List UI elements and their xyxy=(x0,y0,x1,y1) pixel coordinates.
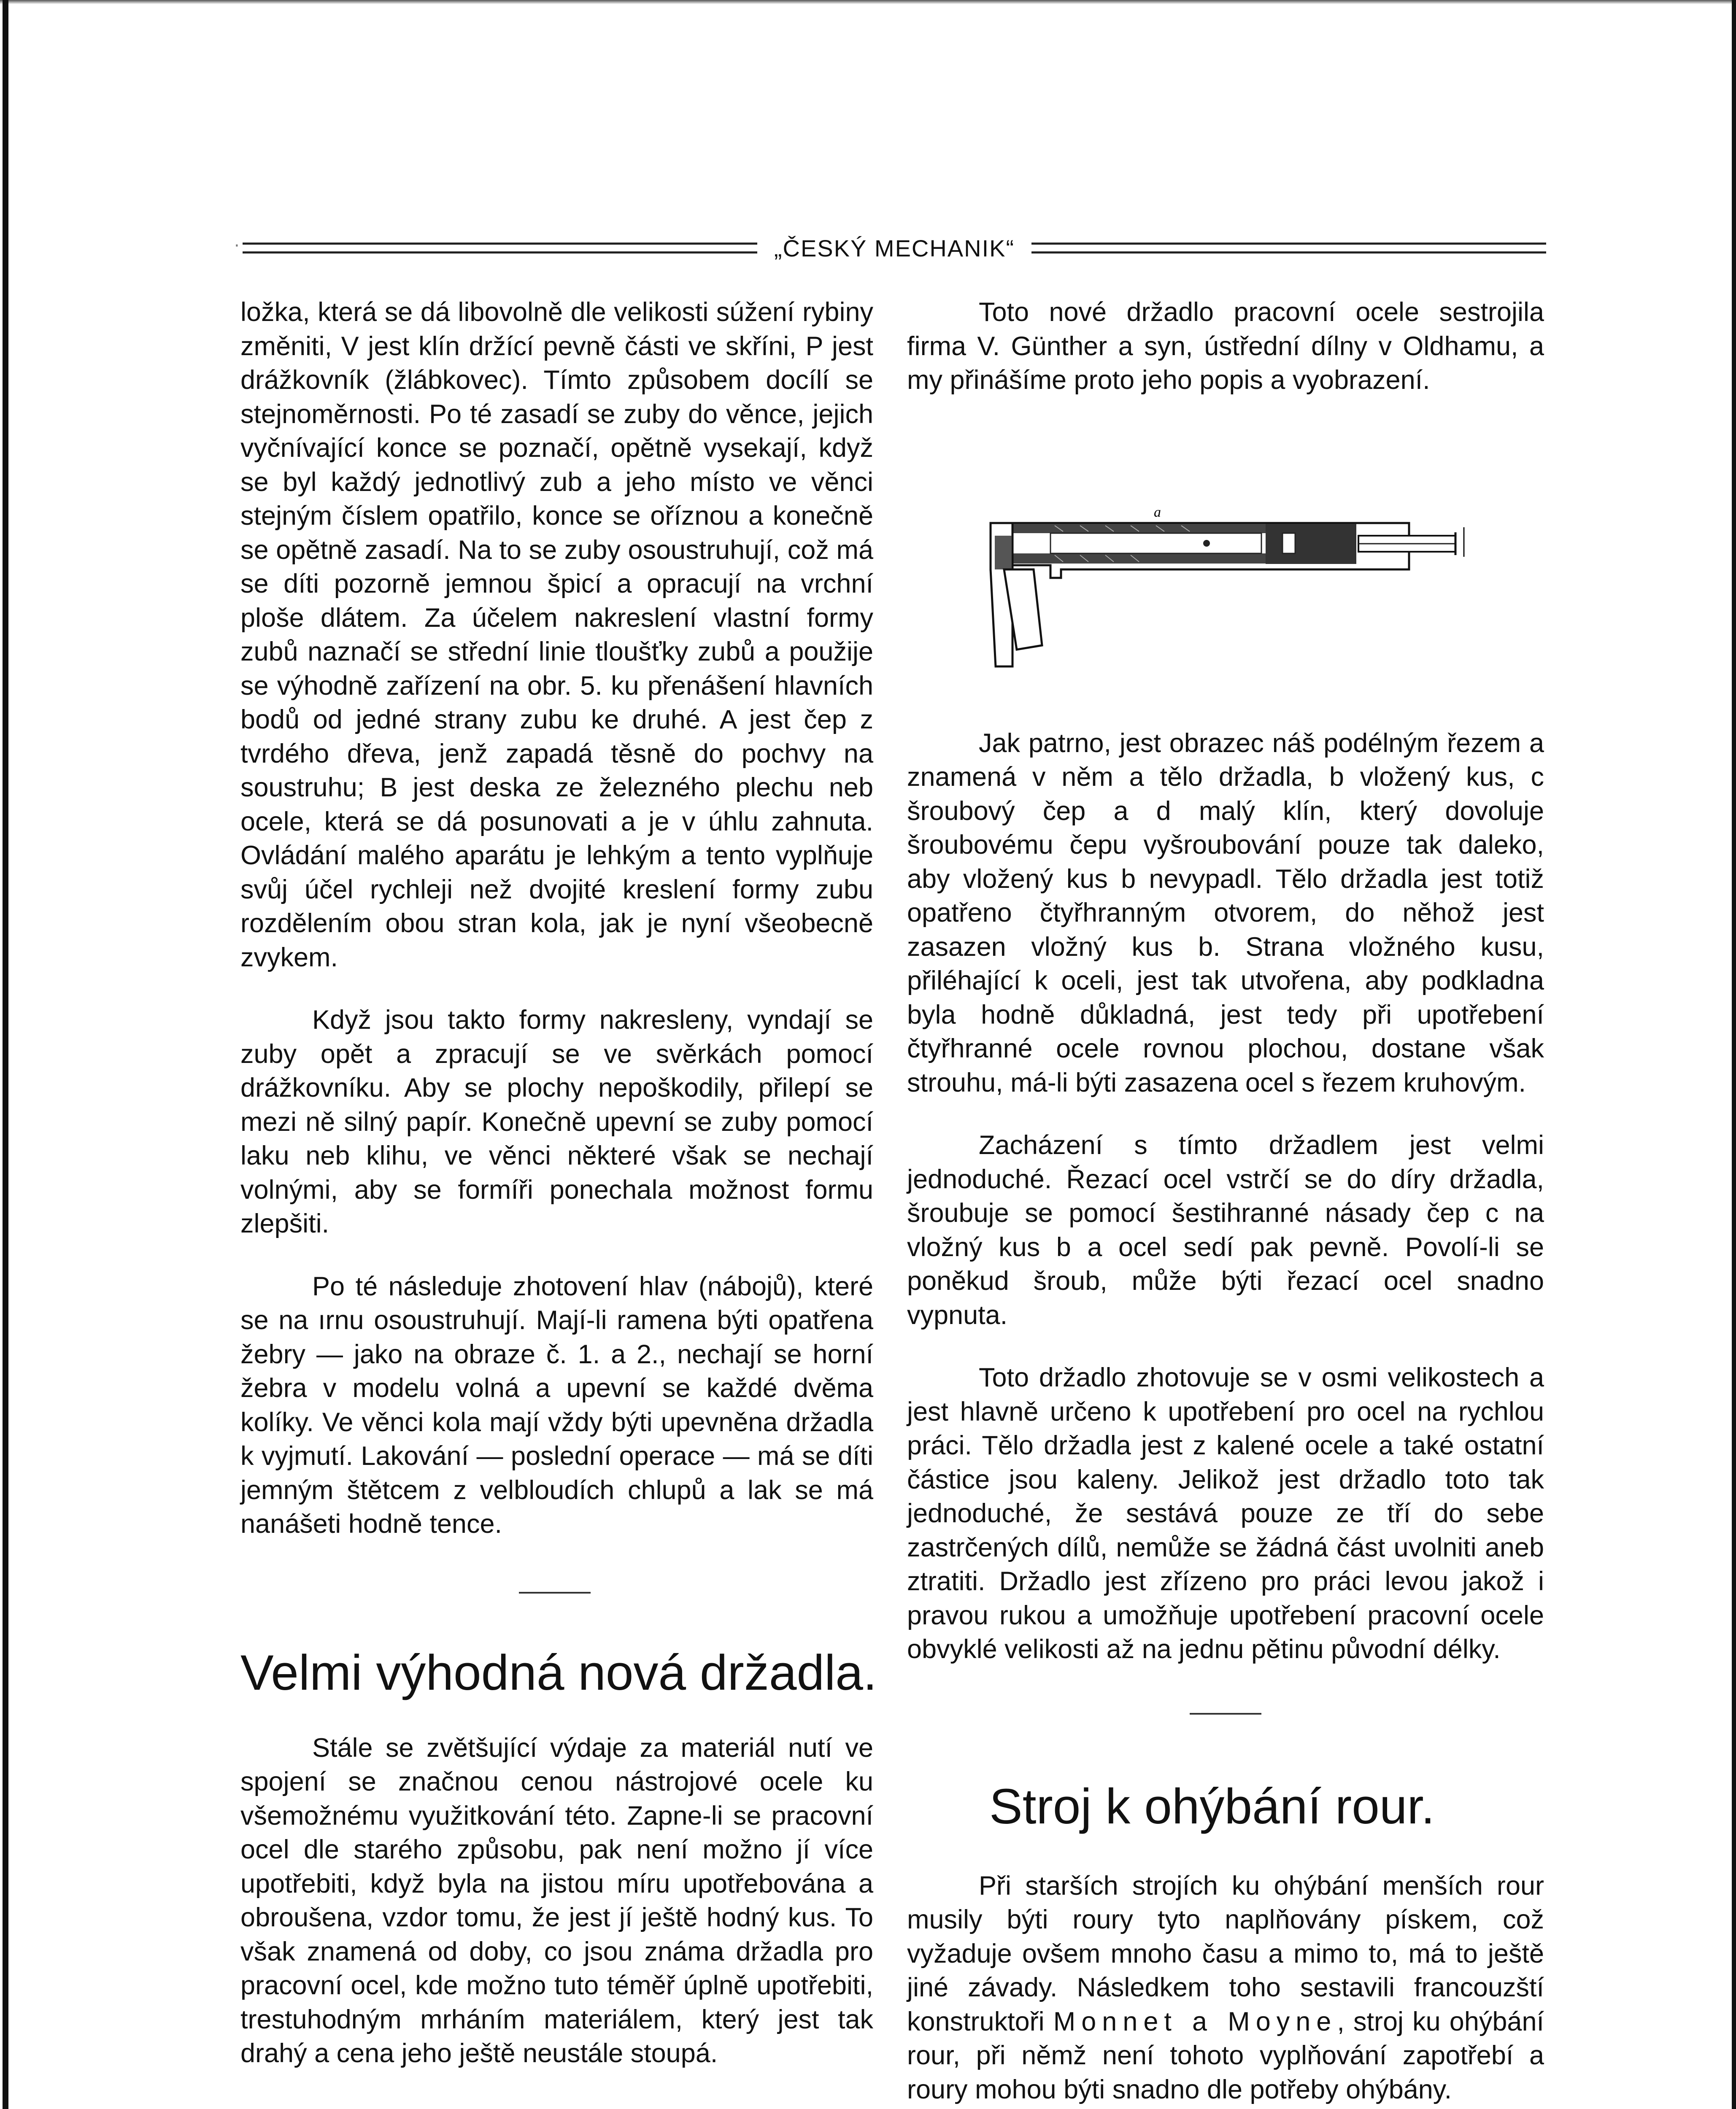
right-paragraph: Zacházení s tímto držadlem jest velmi jednoduché. Řezací ocel vstrčí se do díry držadla, šroubuje se pomocí šestihranné násady čep c na vložný kus b a ocel sedí pak pevně. Povolí-li se poněkud šroub, může býti řezací ocel snadno vypnuta. xyxy=(907,1130,1544,1330)
scan-right-border xyxy=(1732,0,1736,2109)
journal-title: „ČESKÝ MECHANIK“ xyxy=(774,235,1015,262)
body-wall xyxy=(1012,553,1266,564)
left-paragraph: Po té následuje zhotovení hlav (nábojů), které se na ırnu osoustruhují. Mají-li ramena býti opatřena žebry — jako na obraze č. 1. a 2., nechají se horní žebra v modelu volná a upevní se každé dvěma kolíky. Ve věnci kola mají vždy býti upevněna držadla k vyjmutí. Lakování — poslední operace — má se díti jemným štětcem z velbloudích chlupů a lak se má nanášeti hodně tence. xyxy=(240,1271,873,1539)
section-heading-handles: Velmi výhodná nová držadla. xyxy=(240,1645,877,1701)
body-wall xyxy=(1012,524,1266,533)
section-divider xyxy=(1190,1713,1261,1715)
left-column xyxy=(240,295,877,2071)
insert-piece xyxy=(1266,524,1356,564)
right-section-paragraph xyxy=(907,1869,1544,2107)
paragraph-text-after: , stroj ku ohýbání rour, při němž není tohoto vyplňování zapotřebí a roury mohou býti snadno dle potřeby ohýbány. xyxy=(907,2007,1544,2104)
scan-top-edge xyxy=(0,0,1736,4)
left-paragraph: Když jsou takto formy nakresleny, vyndají se zuby opět a zpracují se ve svěrkách pomocí drážkovníku. Aby se plochy nepoškodily, přilepí se mezi ně silný papír. Konečně upevní se zuby pomocí laku neb klihu, ve věnci některé však se nechají volnými, aby se formíři ponechala možnost formu zlepšiti. xyxy=(240,1005,873,1238)
header-rule-right xyxy=(1031,243,1546,254)
section-divider xyxy=(519,1592,591,1594)
left-section-paragraph: Stále se zvětšující výdaje za materiál nutí ve spojení se značnou cenou nástrojové ocele ku všemožnému využitkování této. Zapne-li se pracovní ocel dle starého způsobu, pak není možno jí více upotřebiti, když byla na jistou míru upotřebována a obroušena, vzdor tomu, že jest jí ještě hodný kus. To však znamená od doby, co jsou známa držadla pro pracovní ocel, kde možno tuto téměř úplně upotřebiti, trestuhodným mrháním materiálem, který jest tak drahý a cena jeho ještě neustále stoupá. xyxy=(240,1733,873,2068)
right-paragraph: Jak patrno, jest obrazec náš podélným řezem a znamená v něm a tělo držadla, b vložený kus, c šroubový čep a d malý klín, který dovoluje šroubovému čepu vyšroubování pouze tak daleko, aby vložený kus b nevypadl. Tělo držadla jest totiž opatřeno čtyřhranným otvorem, do něhož jest zasazen vložný kus b. Strana vložného kusu, přiléhající k oceli, jest tak utvořena, aby podkladna byla hodně důkladná, jest tedy při upotřebení čtyřhranné ocele rovnou plochou, dostane však strouhu, má-li býti zasazena ocel s řezem kruhovým. xyxy=(907,728,1544,1098)
scan-speck: · xyxy=(234,236,240,256)
right-paragraph: Toto držadlo zhotovuje se v osmi velikostech a jest hlavně určeno k upotřebení pro ocel na rychlou práci. Tělo držadla jest z kalené ocele a také ostatní částice jsou kaleny. Jelikož jest držadlo toto tak jednoduché, že sestává pouze ze tří do sebe zastrčených dílů, nemůže se žádná část uvolniti aneb ztratiti. Držadlo jest zřízeno pro práci levou jakož i pravou rukou a umožňuje upotřebení pracovní ocele obvyklé velikosti až na jednu pětinu původní délky. xyxy=(907,1363,1544,1664)
paragraph-text-before: Při starších strojích ku ohýbání menších rour musily býti roury tyto naplňovány pískem, což vyžaduje ovšem mnoho času a mimo to, má to ještě jiné závady. Následkem toho sestavili francouzští konstruktoři xyxy=(907,1871,1544,2036)
left-paragraph: ložka, která se dá libovolně dle velikosti súžení rybiny změniti, V jest klín držící pevně části ve skříni, P jest drážkovník (žlábkovec). Tímto způsobem docílí se stejnoměrnosti. Po té zasadí se zuby do věnce, jejich vyčnívající konce se poznačí, opětně vysekají, když se byl každý jednotlivý zub a jeho místo ve věnci stejným číslem opatřilo, konce se oříznou a konečně se opětně zasadí. Na to se zuby osoustruhují, což má se díti pozorně jemnou špicí a opracují na vrchní ploše dlátem. Za účelem nakreslení vlastní formy zubů naznačí se střední linie tloušťky zubů a použije se výhodně zařízení na obr. 5. ku přenášení hlavních bodů od jedné strany zubu ke druhé. A jest čep z tvrdého dřeva, jenž zapadá těsně do pochvy na soustruhu; B jest deska ze železného plechu neb ocele, která se dá posunovati a je v úhlu zahnuta. Ovládání malého aparátu je lehkým a tento vyplňuje svůj účel rychleji než dvojité kreslení formy zubu rozdělením obou stran kola, jak je nyní všeobecně zvykem. xyxy=(240,297,873,972)
section-heading-pipe-bender: Stroj k ohýbání rour. xyxy=(989,1778,1435,1834)
tool-holder-figure xyxy=(987,506,1472,675)
bore xyxy=(1050,533,1261,553)
scan-left-border xyxy=(3,0,8,2109)
header-rule-left xyxy=(243,243,757,254)
right-intro-paragraph: Toto nové držadlo pracovní ocele sestrojila firma V. Günther a syn, ústřední dílny v Oldhamu, a my přinášíme proto jeho popis a vyobrazení. xyxy=(907,297,1544,395)
constructor-names: Monnet a Moyne xyxy=(1053,2007,1337,2036)
running-header xyxy=(243,231,1546,265)
tool-holder-section-drawing xyxy=(987,506,1472,675)
figure-label-a: a xyxy=(1154,506,1161,520)
